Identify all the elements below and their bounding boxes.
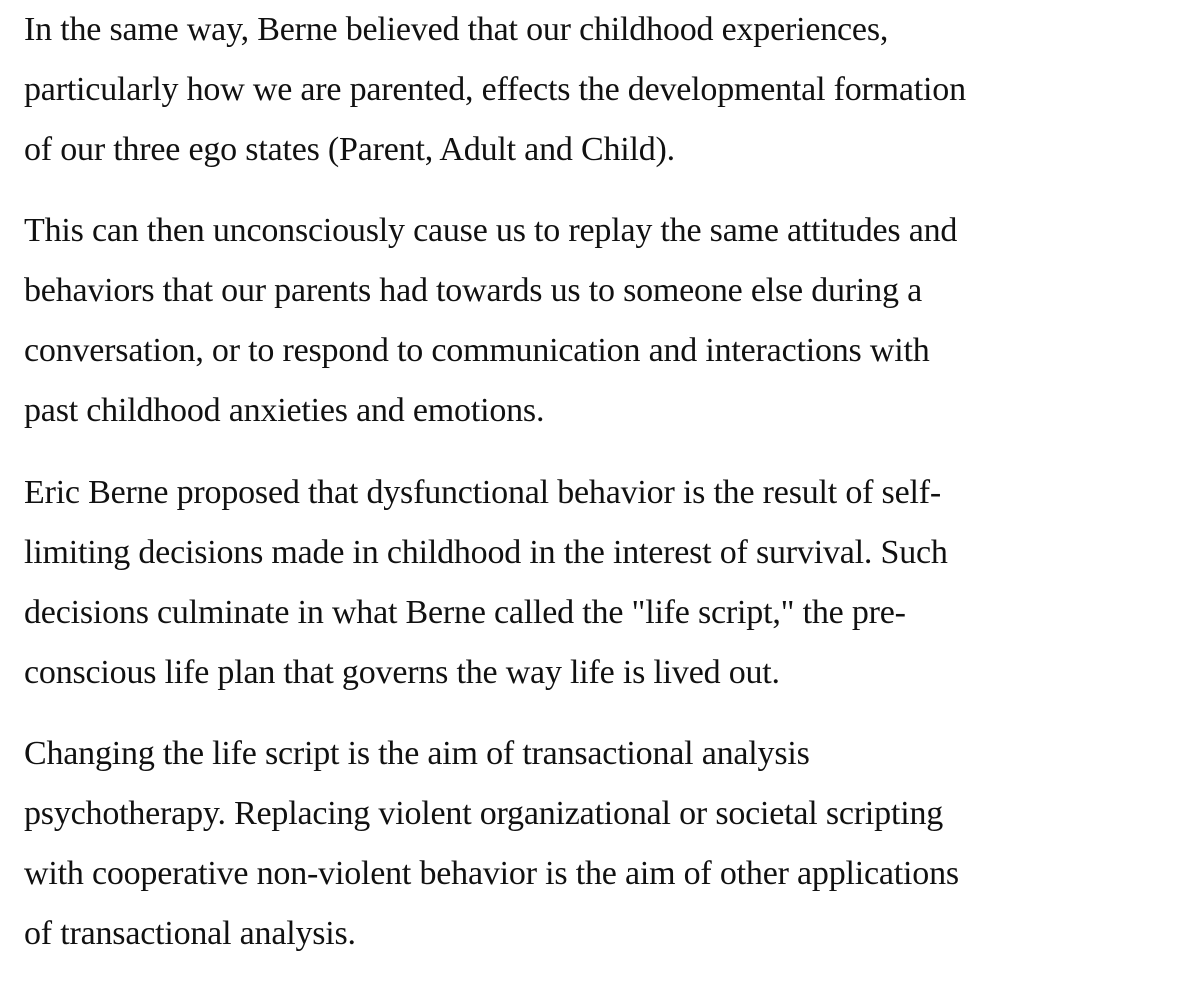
paragraph-life-script (24, 463, 948, 703)
text-line: In the same way, Berne believed that our childhood experiences, (24, 11, 889, 48)
text-line: behaviors that our parents had towards us to someone else during a (24, 272, 922, 309)
text-line: Changing the life script is the aim of transactional analysis (24, 735, 810, 772)
text-line: of our three ego states (Parent, Adult and Child). (24, 131, 675, 168)
paragraph-replay-behaviors (24, 201, 957, 441)
text-line: limiting decisions made in childhood in the interest of survival. Such (24, 534, 948, 571)
text-line: psychotherapy. Replacing violent organizational or societal scripting (24, 795, 944, 832)
text-line: of transactional analysis. (24, 915, 356, 952)
text-line: conscious life plan that governs the way life is lived out. (24, 654, 780, 691)
text-line: conversation, or to respond to communication and interactions with (24, 332, 930, 369)
paragraph-transactional-analysis-aim (24, 724, 959, 964)
text-line: This can then unconsciously cause us to replay the same attitudes and (24, 212, 958, 249)
text-line: Eric Berne proposed that dysfunctional behavior is the result of self- (24, 474, 941, 511)
text-line: past childhood anxieties and emotions. (24, 392, 545, 429)
paragraph-ego-states (24, 0, 966, 180)
text-line: decisions culminate in what Berne called the "life script," the pre- (24, 594, 906, 631)
text-line: particularly how we are parented, effects the developmental formation (24, 71, 966, 108)
text-line: with cooperative non-violent behavior is the aim of other applications (24, 855, 959, 892)
